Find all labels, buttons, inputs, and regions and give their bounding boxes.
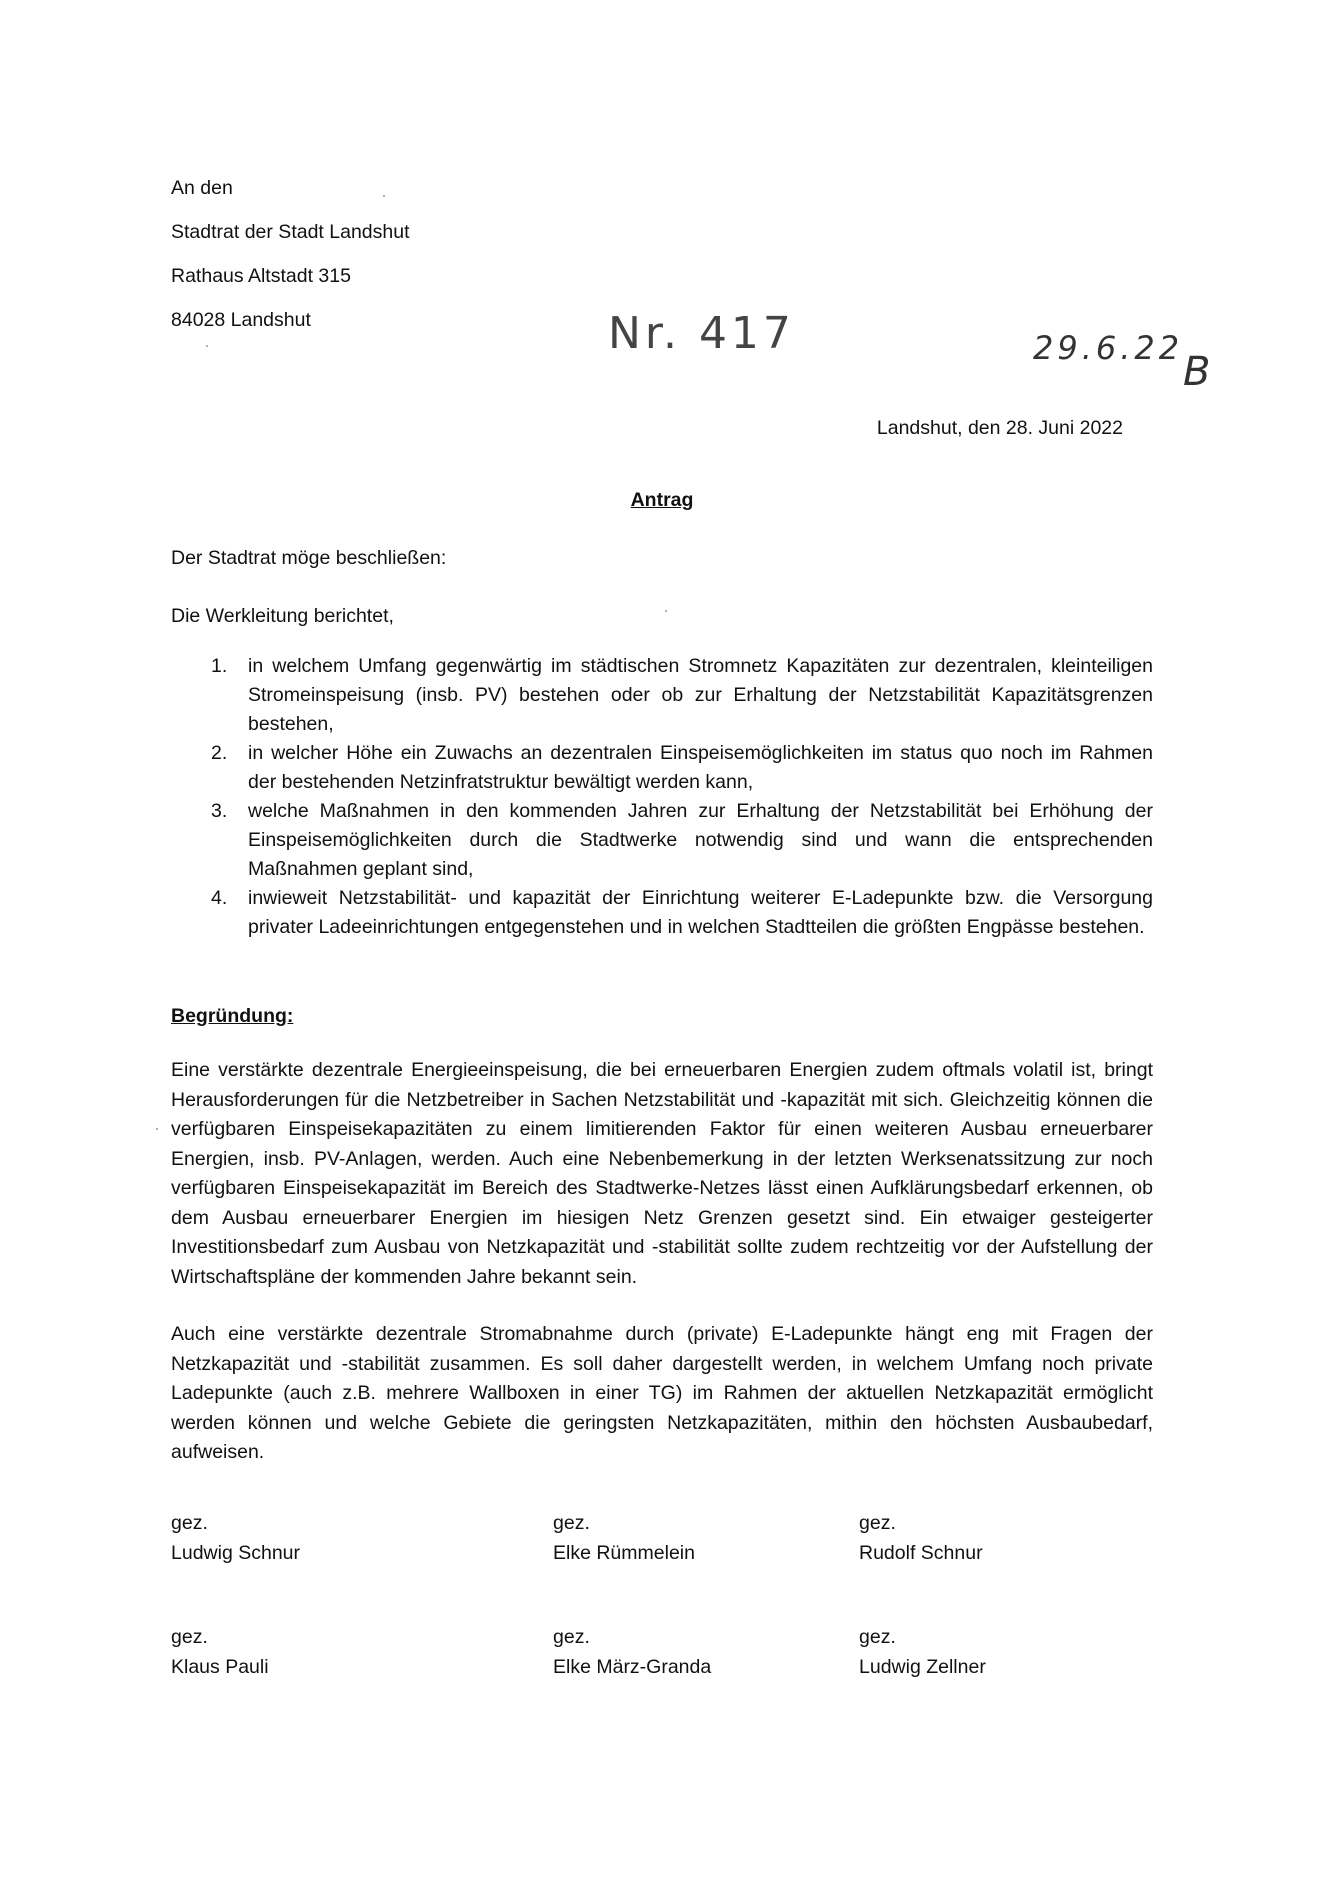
signature-prefix: gez. xyxy=(859,1511,896,1534)
place-date: Landshut, den 28. Juni 2022 xyxy=(876,417,1123,439)
list-item xyxy=(197,652,1153,739)
document-title: Antrag xyxy=(630,489,694,511)
signature-block xyxy=(859,1508,1153,1568)
list-item xyxy=(197,797,1153,884)
signature-prefix: gez. xyxy=(171,1625,208,1648)
list-item-number: 2. xyxy=(211,742,228,764)
handwritten-number: Nr. 417 xyxy=(608,308,795,359)
list-item-number: 3. xyxy=(211,800,228,822)
signature-prefix: gez. xyxy=(553,1625,590,1648)
signature-block xyxy=(171,1508,553,1568)
list-item-number: 1. xyxy=(211,655,228,677)
list-item-text: in welcher Höhe ein Zuwachs an dezentralen Einspeisemöglichkeiten im status quo noch im Rahmen der bestehenden Netzinfratstruktur bewältigt werden kann, xyxy=(248,742,1153,793)
signature-block xyxy=(171,1622,553,1682)
list-item-number: 4. xyxy=(211,887,228,909)
handwritten-date: 29.6.22 xyxy=(1033,329,1184,367)
list-item xyxy=(197,884,1153,942)
recipient-line-1: An den xyxy=(171,177,233,199)
recipient-line-4: 84028 Landshut xyxy=(171,309,311,331)
signature-name: Klaus Pauli xyxy=(171,1655,269,1678)
signature-name: Elke März-Granda xyxy=(553,1655,712,1678)
signature-block xyxy=(553,1508,859,1568)
recipient-line-3: Rathaus Altstadt 315 xyxy=(171,265,351,287)
request-list xyxy=(171,652,1153,942)
justification-heading: Begründung: xyxy=(171,1005,294,1027)
scan-speck xyxy=(206,345,208,347)
signature-prefix: gez. xyxy=(553,1511,590,1534)
scan-speck xyxy=(156,1128,158,1130)
justification-paragraph-2: Auch eine verstärkte dezentrale Stromabnahme durch (private) E-Ladepunkte hängt eng mit Fragen der Netzkapazität und -stabilität zusammen. Es soll daher dargestellt werden, in welchem Umfang noch private Ladepunkte (auch z.B. mehrere Wallboxen in einer TG) im Rahmen der aktuellen Netzkapazität ermöglicht werden können und welche Gebiete die geringsten Netzkapazitäten, mithin den höchsten Ausbaubedarf, aufweisen. xyxy=(171,1323,1153,1463)
list-item xyxy=(197,739,1153,797)
list-item-text: welche Maßnahmen in den kommenden Jahren zur Erhaltung der Netzstabilität bei Erhöhung der Einspeisemöglichkeiten durch die Stadtwerke notwendig sind und wann die entsprechenden Maßnahmen geplant sind, xyxy=(248,800,1153,880)
signature-prefix: gez. xyxy=(859,1625,896,1648)
signature-name: Ludwig Zellner xyxy=(859,1655,986,1678)
intro-report: Die Werkleitung berichtet, xyxy=(171,605,394,627)
list-item-text: in welchem Umfang gegenwärtig im städtischen Stromnetz Kapazitäten zur dezentralen, kleinteiligen Stromeinspeisung (insb. PV) bestehen oder ob zur Erhaltung der Netzstabilität Kapazitätsgrenzen bestehen, xyxy=(248,655,1153,735)
justification-paragraph-1: Eine verstärkte dezentrale Energieeinspeisung, die bei erneuerbaren Energien zudem oftmals volatil ist, bringt Herausforderungen für die Netzbetreiber in Sachen Netzstabilität und -kapazität mit sich. Gleichzeitig können die verfügbaren Einspeisekapazitäten zu einem limitierenden Faktor für einen weiteren Ausbau erneuerbarer Energien, insb. PV-Anlagen, werden. Auch eine Nebenbemerkung in der letzten Werksenatssitzung zur noch verfügbaren Einspeisekapazität im Bereich des Stadtwerke-Netzes lässt einen Aufklärungsbedarf erkennen, ob dem Ausbau erneuerbarer Energien im hiesigen Netz Grenzen gesetzt sind. Ein etwaiger gesteigerter Investitionsbedarf zum Ausbau von Netzkapazität und -stabilität sollte zudem rechtzeitig vor der Aufstellung der Wirtschaftspläne der kommenden Jahre bekannt sein. xyxy=(171,1059,1153,1288)
list-item-text: inwieweit Netzstabilität- und kapazität der Einrichtung weiterer E-Ladepunkte bzw. die Versorgung privater Ladeeinrichtungen entgegenstehen und in welchen Stadtteilen die größten Engpässe bestehen. xyxy=(248,887,1153,938)
scan-speck xyxy=(665,610,667,612)
signature-block xyxy=(859,1622,1153,1682)
intro-resolution: Der Stadtrat möge beschließen: xyxy=(171,547,447,569)
signature-name: Ludwig Schnur xyxy=(171,1541,300,1564)
signature-prefix: gez. xyxy=(171,1511,208,1534)
signature-name: Elke Rümmelein xyxy=(553,1541,695,1564)
recipient-line-2: Stadtrat der Stadt Landshut xyxy=(171,221,410,243)
document-body xyxy=(171,166,1215,1682)
signature-block xyxy=(553,1622,859,1682)
handwritten-initial: B xyxy=(1183,349,1215,395)
signature-name: Rudolf Schnur xyxy=(859,1541,983,1564)
signature-grid xyxy=(171,1508,1153,1682)
scan-speck xyxy=(383,195,385,197)
